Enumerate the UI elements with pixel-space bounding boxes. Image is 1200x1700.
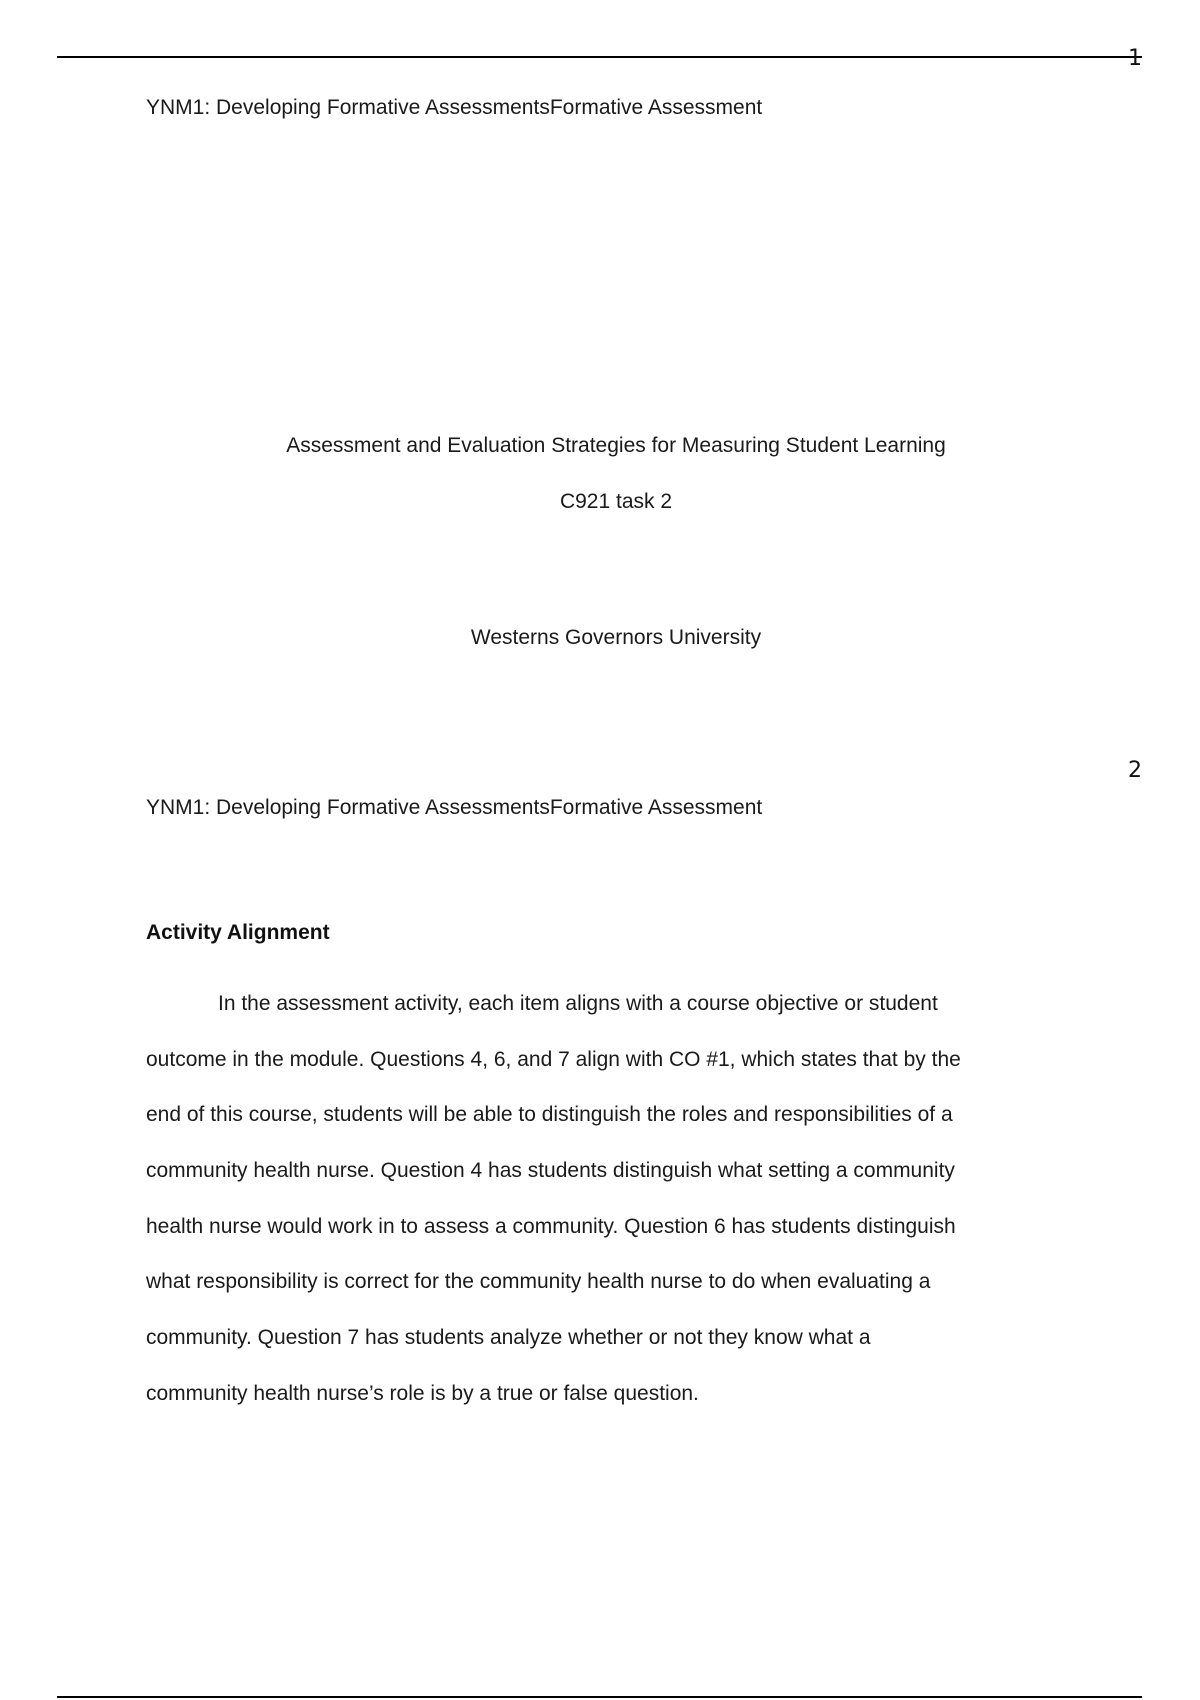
page-bottom-rule: [57, 1696, 1142, 1698]
running-head: YNM1: Developing Formative AssessmentsFormative Assessment: [146, 796, 763, 819]
paragraph-line: what responsibility is correct for the community health nurse to do when evaluating a: [146, 1270, 931, 1294]
paragraph-line: In the assessment activity, each item aligns with a course objective or student: [218, 992, 938, 1015]
body-paragraph: [146, 976, 1086, 1422]
document-title: Assessment and Evaluation Strategies for Measuring Student Learning: [286, 434, 946, 457]
page-number: 1: [1128, 46, 1142, 71]
paragraph-line: health nurse would work in to assess a community. Question 6 has students distinguish: [146, 1214, 956, 1238]
page-number: 2: [1128, 758, 1142, 783]
paragraph-line: community. Question 7 has students analyze whether or not they know what a: [146, 1326, 871, 1350]
paragraph-line: community health nurse. Question 4 has students distinguish what setting a community: [146, 1159, 955, 1183]
running-head: YNM1: Developing Formative AssessmentsFormative Assessment: [146, 96, 763, 119]
institution-name: Westerns Governors University: [470, 626, 762, 649]
paragraph-line: community health nurse’s role is by a true or false question.: [146, 1381, 699, 1405]
paragraph-line: end of this course, students will be able to distinguish the roles and responsibilities of a: [146, 1103, 953, 1127]
page-top-rule: [57, 56, 1142, 58]
paragraph-line: outcome in the module. Questions 4, 6, and 7 align with CO #1, which states that by the: [146, 1047, 961, 1071]
document-subtitle: C921 task 2: [559, 490, 673, 513]
section-heading: Activity Alignment: [146, 921, 330, 944]
